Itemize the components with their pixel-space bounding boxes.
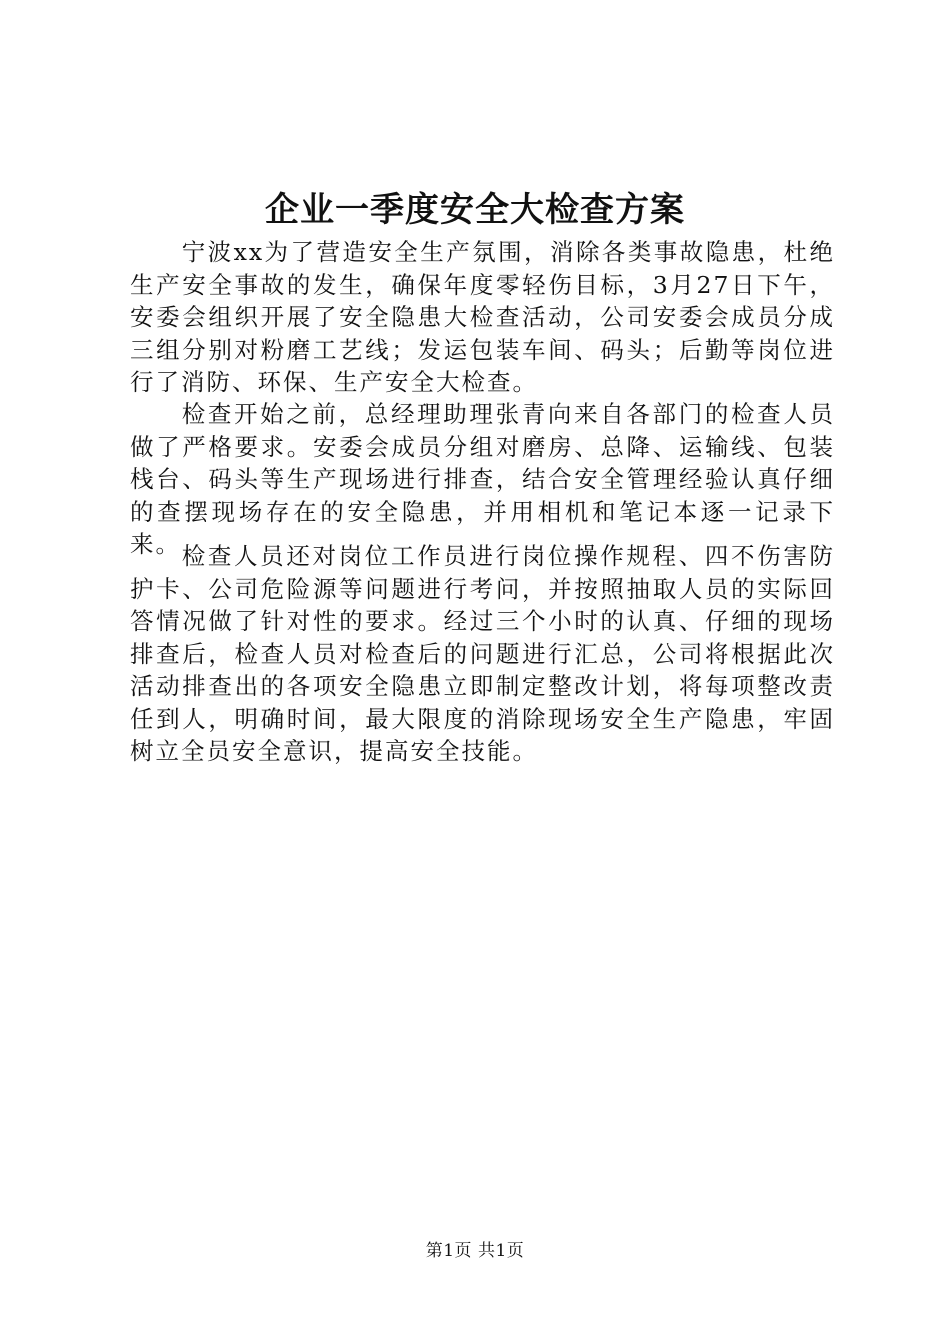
page-number-footer: 第1页 共1页: [425, 1241, 525, 1261]
paragraph-3: 检查人员还对岗位工作员进行岗位操作规程、四不伤害防护卡、公司危险源等问题进行考问，并按照抽取人员的实际回答情况做了针对性的要求。经过三个小时的认真、仔细的现场排查后，检查人员对检查后的问题进行汇总，公司将根据此次活动排查出的各项安全隐患立即制定整改计划，将每项整改责任到人，明确时间，最大限度的消除现场安全生产隐患，牢固树立全员安全意识，提高安全技能。: [130, 542, 835, 765]
paragraph-2: 检查开始之前，总经理助理张青向来自各部门的检查人员做了严格要求。安委会成员分组对磨房、总降、运输线、包装栈台、码头等生产现场进行排查，结合安全管理经验认真仔细的查摆现场存在的安全隐患，并用相机和笔记本逐一记录下来。: [130, 400, 835, 558]
paragraph-1: 宁波xx为了营造安全生产氛围，消除各类事故隐患，杜绝生产安全事故的发生，确保年度零轻伤目标，3月27日下午，安委会组织开展了安全隐患大检查活动，公司安委会成员分成三组分别对粉磨工艺线；发运包装车间、码头；后勤等岗位进行了消防、环保、生产安全大检查。: [130, 238, 835, 396]
document-title: 企业一季度安全大检查方案: [265, 190, 685, 230]
